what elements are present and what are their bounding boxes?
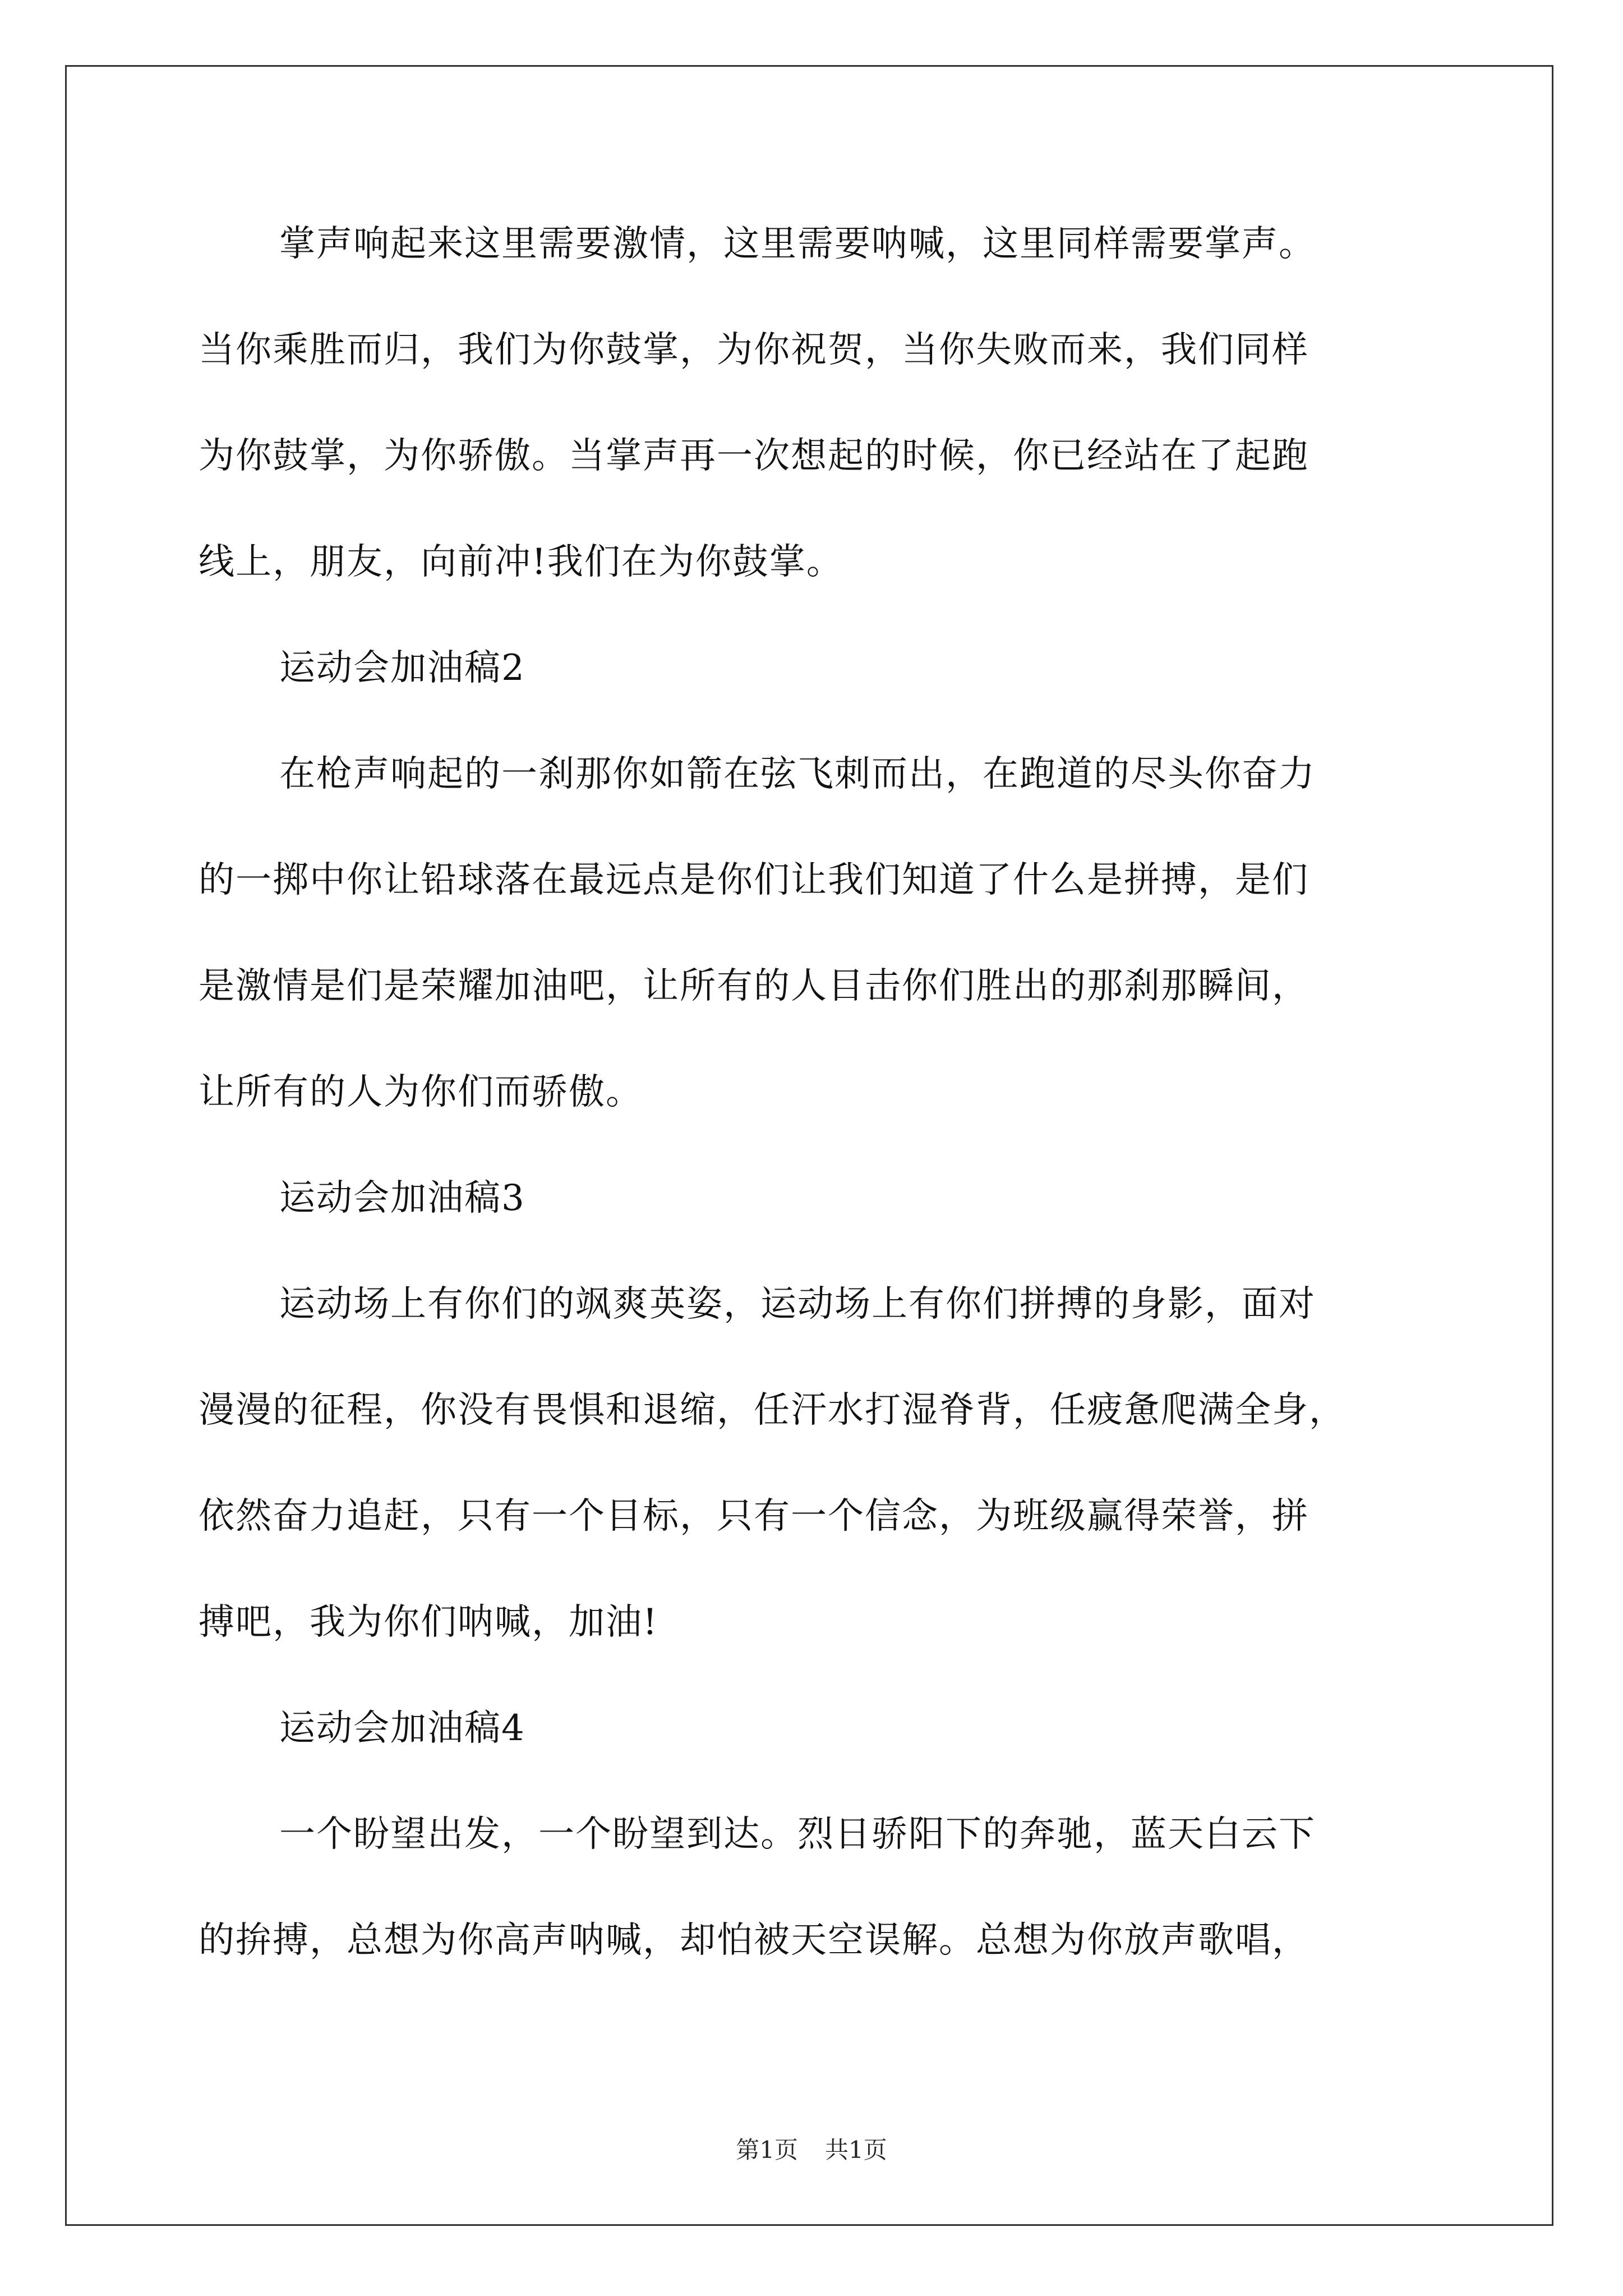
section-heading-3: 运动会加油稿3 [279,1177,525,1219]
paragraph-4-line-2: 的拚搏，总想为你高声呐喊，却怕被天空误解。总想为你放声歌唱， [199,1920,1309,1961]
paragraph-1-line-1: 掌声响起来这里需要激情，这里需要呐喊，这里同样需要掌声。 [279,223,1316,265]
paragraph-2-line-1: 在枪声响起的一刹那你如箭在弦飞刺而出，在跑道的尽头你奋力 [279,753,1316,795]
page-number-current: 第1页 [736,2136,798,2164]
paragraph-1-line-2: 当你乘胜而归，我们为你鼓掌，为你祝贺，当你失败而来，我们同样 [199,329,1309,371]
page-footer [0,2132,1623,2165]
document-body [199,213,1449,2016]
paragraph-3-line-4: 搏吧，我为你们呐喊，加油! [199,1602,658,1643]
paragraph-4-line-1: 一个盼望出发，一个盼望到达。烈日骄阳下的奔驰，蓝天白云下 [279,1814,1316,1855]
paragraph-3-line-3: 依然奋力追赶，只有一个目标，只有一个信念，为班级赢得荣誉，拼 [199,1496,1309,1537]
paragraph-3-line-1: 运动场上有你们的飒爽英姿，运动场上有你们拼搏的身影，面对 [279,1283,1316,1325]
paragraph-2-line-2: 的一掷中你让铅球落在最远点是你们让我们知道了什么是拼搏，是们 [199,859,1309,901]
paragraph-1-line-4: 线上，朋友，向前冲!我们在为你鼓掌。 [199,541,843,583]
paragraph-1-line-3: 为你鼓掌，为你骄傲。当掌声再一次想起的时候，你已经站在了起跑 [199,435,1309,477]
paragraph-2-line-4: 让所有的人为你们而骄傲。 [199,1071,643,1113]
paragraph-3-line-2: 漫漫的征程，你没有畏惧和退缩，任汗水打湿脊背，任疲惫爬满全身， [199,1389,1346,1431]
paragraph-2-line-3: 是激情是们是荣耀加油吧，让所有的人目击你们胜出的那刹那瞬间， [199,965,1309,1007]
section-heading-4: 运动会加油稿4 [279,1708,525,1749]
page-number-total: 共1页 [825,2136,887,2164]
section-heading-2: 运动会加油稿2 [279,647,525,689]
